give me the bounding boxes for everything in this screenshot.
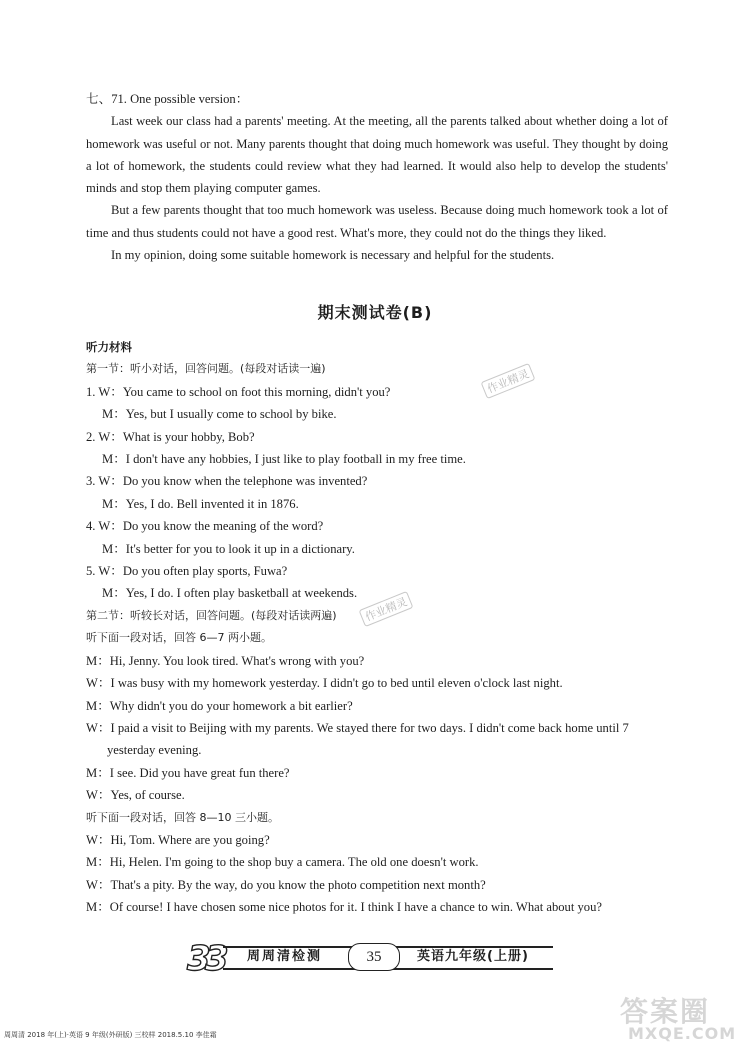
model-essay: [86, 88, 668, 266]
listening-heading: 听力材料: [86, 340, 132, 354]
footer-subject-label: 英语九年级(上册): [417, 949, 529, 964]
dialogue-line: M：Hi, Helen. I'm going to the shop buy a camera. The old one doesn't work.: [86, 855, 479, 870]
dialogue-line: M：Why didn't you do your homework a bit earlier?: [86, 698, 353, 713]
short-dialogue-question: 4. W：Do you know the meaning of the word?: [86, 519, 324, 534]
dialogue-line: W：I paid a visit to Beijing with my parents. We stayed there for two days. I didn't come back home until 7: [86, 720, 629, 735]
short-dialogue-question: 3. W：Do you know when the telephone was invented?: [86, 474, 368, 489]
dialogue-instruction: 听下面一段对话，回答 6—7 两小题。: [86, 631, 272, 645]
dialogue-line: W：Yes, of course.: [86, 788, 185, 803]
short-dialogue-answer: M：Yes, I do. I often play basketball at weekends.: [102, 586, 358, 601]
dialogue-line: M：Of course! I have chosen some nice photos for it. I think I have a chance to win. What about you?: [86, 900, 602, 915]
watermark-stamp: 作业精灵: [481, 363, 536, 399]
corner-watermark-logo: [620, 990, 748, 1046]
dialogue-line: W：That's a pity. By the way, do you know the photo competition next month?: [86, 877, 486, 892]
essay-paragraph: Last week our class had a parents' meeting. At the meeting, all the parents talked about whether doing a lot of homework was useful or not. Many parents thought that doing much homework was useful. They thought by doing a lot of homework, the students could review what they had learned. It would also help to develop the students' minds and stop them playing computer games.: [86, 114, 668, 196]
short-dialogue-answer: M：Yes, but I usually come to school by bike.: [102, 407, 337, 422]
exam-title: 期末测试卷(B): [317, 303, 433, 322]
short-dialogue-question: 2. W：What is your hobby, Bob?: [86, 429, 255, 444]
section-one-instruction: 第一节：听小对话，回答问题。(每段对话读一遍): [86, 362, 326, 376]
svg-text:3: 3: [205, 939, 229, 978]
footer-banner: [185, 939, 565, 978]
dialogue-line: W：Hi, Tom. Where are you going?: [86, 832, 270, 847]
dialogue-line: M：I see. Did you have great fun there?: [86, 765, 290, 780]
essay-intro: 七、71. One possible version：: [86, 92, 249, 106]
essay-paragraph: In my opinion, doing some suitable homework is necessary and helpful for the students.: [111, 248, 555, 263]
essay-paragraph: But a few parents thought that too much homework was useless. Because doing much homework took a lot of time and thus students could not have a good rest. What's more, they could not do the things they liked.: [86, 203, 668, 240]
listening-material: [86, 336, 676, 919]
corner-logo-text: 答案圈: [620, 995, 711, 1028]
short-dialogue-question: 5. W：Do you often play sports, Fuwa?: [86, 564, 288, 579]
short-dialogue-question: 1. W：You came to school on foot this morning, didn't you?: [86, 384, 391, 399]
short-dialogue-answer: M：It's better for you to look it up in a dictionary.: [102, 541, 355, 556]
short-dialogue-answer: M：I don't have any hobbies, I just like to play football in my free time.: [102, 452, 466, 467]
dialogue-line-continuation: yesterday evening.: [107, 743, 202, 758]
footer-series-label: 周周清检测: [247, 949, 323, 964]
section-two-instruction: 第二节：听较长对话，回答问题。(每段对话读两遍): [86, 608, 337, 622]
short-dialogue-answer: M：Yes, I do. Bell invented it in 1876.: [102, 496, 299, 511]
dialogue-instruction: 听下面一段对话，回答 8—10 三小题。: [86, 810, 279, 824]
dialogue-line: W：I was busy with my homework yesterday. I didn't go to bed until eleven o'clock last night.: [86, 676, 563, 691]
print-info: 周周清 2018 年(上)·英语 9 年级(外研版) 三校样 2018.5.10 李佳霜: [4, 1031, 217, 1039]
dialogue-line: M：Hi, Jenny. You look tired. What's wrong with you?: [86, 653, 365, 668]
corner-logo-domain: MXQE.COM: [628, 1024, 737, 1043]
page-number: 35: [348, 943, 400, 971]
watermark-stamp: 作业精灵: [359, 591, 414, 627]
svg-text:3: 3: [187, 939, 211, 978]
